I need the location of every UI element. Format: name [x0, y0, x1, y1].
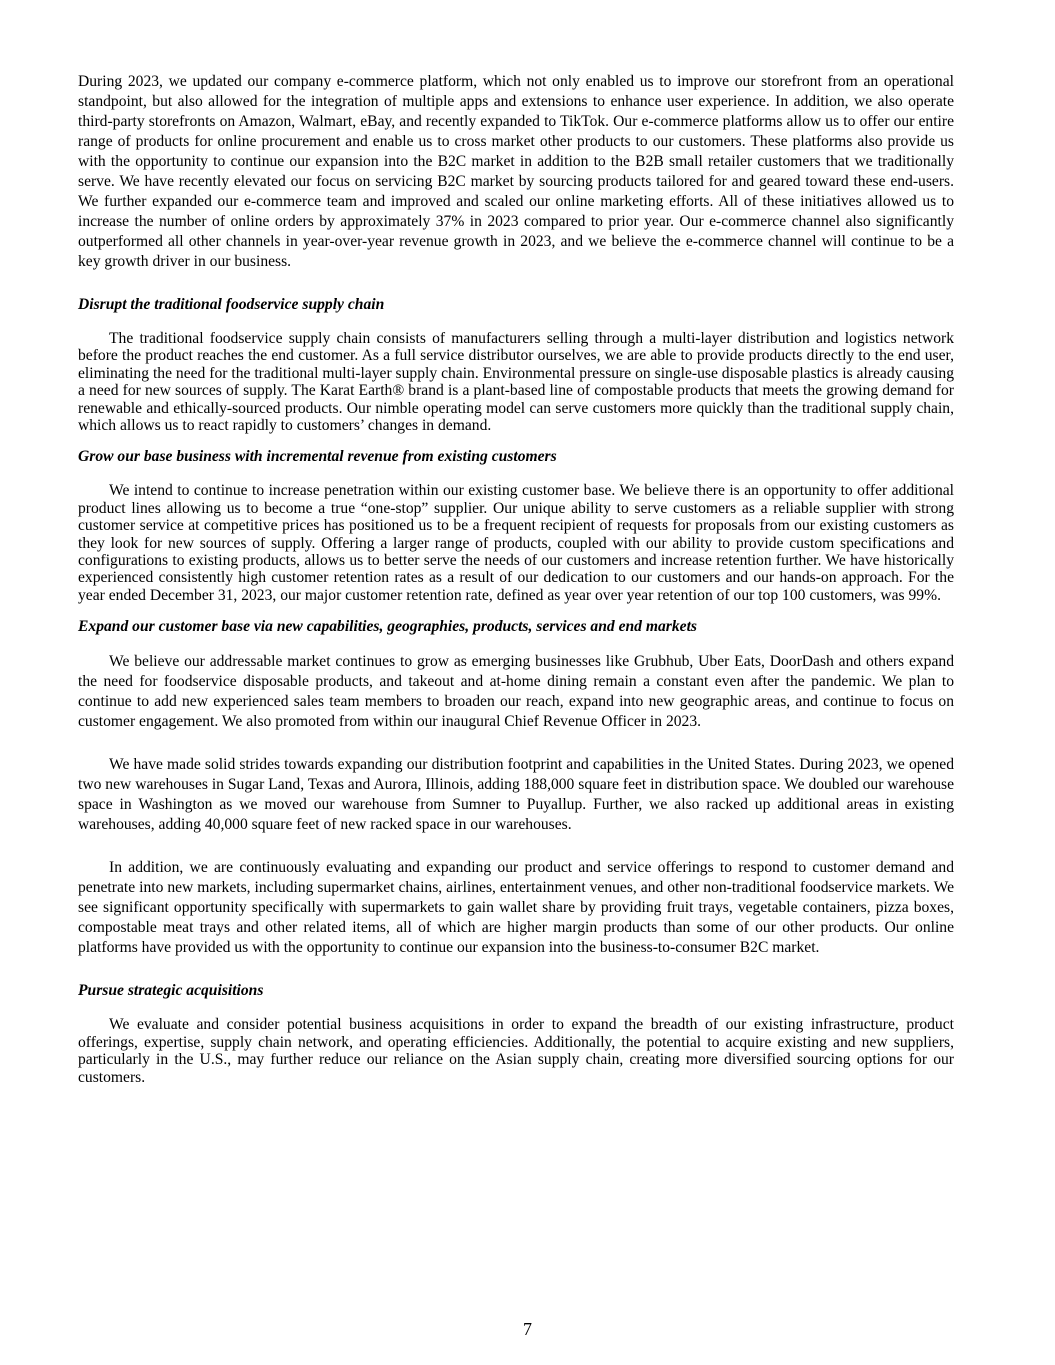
paragraph-ecommerce: During 2023, we updated our company e-commerce platform, which not only enabled us to improve our storefront from an operational standpoint, but also allowed for the integration of multiple apps and extensions to enhance user experience. In addition, we also operate third-party storefronts on Amazon, Walmart, eBay, and recently expanded to TikTok. Our e-commerce platforms allow us to offer our entire range of products for online procurement and enable us to cross market other products to our customers. These platforms also provide us with the opportunity to continue our expansion into the B2C market in addition to the B2B small retailer customers that we traditionally serve. We have recently elevated our focus on servicing B2C market by sourcing products tailored for and geared toward these end-users. We further expanded our e-commerce team and improved and scaled our online marketing efforts. All of these initiatives allowed us to increase the number of online orders by approximately 37% in 2023 compared to prior year. Our e-commerce channel also significantly outperformed all other channels in year-over-year revenue growth in 2023, and we believe the e-commerce channel will continue to be a key growth driver in our business.: [78, 73, 954, 270]
paragraph-expand-3: In addition, we are continuously evaluating and expanding our product and service offerings to respond to customer demand and penetrate into new markets, including supermarket chains, airlines, entertainment venues, and other non-traditional foodservice markets. We see significant opportunity specifically with supermarkets to gain wallet share by providing fruit trays, vegetable containers, pizza boxes, compostable meat trays and other related items, all of which are higher margin products than some of our other products. Our online platforms have provided us with the opportunity to continue our expansion into the business-to-consumer B2C market.: [78, 859, 954, 957]
heading-disrupt: Disrupt the traditional foodservice supply chain: [78, 296, 385, 313]
paragraph-expand-1: We believe our addressable market continues to grow as emerging businesses like Grubhub, Uber Eats, DoorDash and others expand the need for foodservice disposable products, and takeout and at-home dining remain a constant even after the pandemic. We plan to continue to add new experienced sales team members to broaden our reach, expand into new geographic areas, and continue to focus on customer engagement. We also promoted from within our inaugural Chief Revenue Officer in 2023.: [78, 653, 954, 731]
paragraph-acquisitions: We evaluate and consider potential business acquisitions in order to expand the breadth of our existing infrastructure, product offerings, expertise, supply chain network, and operating efficiencies. Additionally, the potential to acquire existing and new suppliers, particularly in the U.S., may further reduce our reliance on the Asian supply chain, creating more diversified sourcing options for our customers.: [78, 1016, 954, 1086]
document-page: [78, 72, 954, 1086]
page-number: 7: [523, 1319, 532, 1339]
paragraph-disrupt: The traditional foodservice supply chain consists of manufacturers selling through a multi-layer distribution and logistics network before the product reaches the end customer. As a full service distributor ourselves, we are able to provide products directly to the end user, eliminating the need for the traditional multi-layer supply chain. Environmental pressure on single-use disposable plastics is already causing a need for new sources of supply. The Karat Earth® brand is a plant-based line of compostable products that meets the growing demand for renewable and ethically-sourced products. Our nimble operating model can serve customers more quickly than the traditional supply chain, which allows us to react rapidly to customers’ changes in demand.: [78, 330, 954, 435]
heading-acquisitions: Pursue strategic acquisitions: [78, 982, 264, 1000]
paragraph-grow: We intend to continue to increase penetration within our existing customer base. We believe there is an opportunity to offer additional product lines allowing us to become a true “one-stop” supplier. Our unique ability to serve customers as a reliable supplier with strong customer service at competitive prices has positioned us to be a frequent recipient of requests for proposals from our existing customers as they look for new sources of supply. Offering a larger range of products, coupled with our ability to provide custom specifications and configurations to existing products, allows us to better serve the needs of our customers and increase retention further. We have historically experienced consistently high customer retention rates as a result of our dedication to our customers and our hands-on approach. For the year ended December 31, 2023, our major customer retention rate, defined as year over year retention of our top 100 customers, was 99%.: [78, 482, 954, 604]
heading-expand: Expand our customer base via new capabilities, geographies, products, services and end markets: [78, 618, 697, 636]
paragraph-expand-2: We have made solid strides towards expanding our distribution footprint and capabilities in the United States. During 2023, we opened two new warehouses in Sugar Land, Texas and Aurora, Illinois, adding 188,000 square feet in distribution space. We doubled our warehouse space in Washington as we moved our warehouse from Sumner to Puyallup. Further, we also racked up additional areas in existing warehouses, adding 40,000 square feet of new racked space in our warehouses.: [78, 756, 954, 834]
heading-grow: Grow our base business with incremental revenue from existing customers: [78, 448, 557, 466]
